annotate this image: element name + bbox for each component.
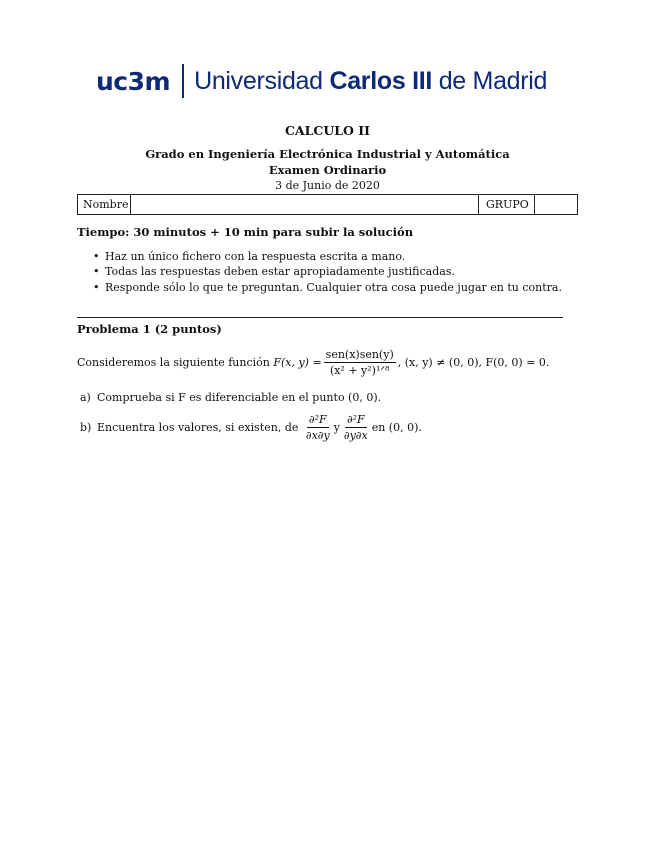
- connector-text: y: [333, 421, 340, 434]
- course-title: CALCULO II: [284, 123, 370, 138]
- question-tail: en (0, 0).: [371, 421, 422, 434]
- degree-name: Grado en Ingeniería Electrónica Industrial y Automática: [145, 147, 510, 161]
- logo-mark: uc3m: [96, 66, 171, 96]
- question-a: [80, 391, 381, 404]
- name-label: Nombre: [78, 195, 131, 214]
- group-label: GRUPO: [479, 195, 535, 214]
- problem-statement: [77, 348, 549, 377]
- function-lhs: F(x, y) =: [273, 356, 322, 369]
- function-condition: , (x, y) ≠ (0, 0), F(0, 0) = 0.: [397, 356, 550, 369]
- question-text: Comprueba si F es diferenciable en el punto (0, 0).: [97, 391, 382, 404]
- partial-derivative-yx: $\frac{\text{∂²F}}{\partial y\partial x}$: [343, 413, 368, 442]
- question-label: a): [80, 391, 91, 404]
- list-item: • Responde sólo lo que te preguntan. Cualquier otra cosa puede jugar en tu contra.: [93, 280, 562, 295]
- problem-intro: Consideremos la siguiente función: [77, 356, 270, 369]
- partial-derivative-xy: $\frac{\text{∂²F}}{\partial x\partial y}$: [305, 413, 330, 442]
- problem-title: Problema 1 (2 puntos): [77, 322, 222, 336]
- group-field[interactable]: [535, 195, 577, 214]
- list-item: • Todas las respuestas deben estar apropiadamente justificadas.: [93, 264, 562, 279]
- section-divider: [77, 317, 563, 318]
- instructions-list: [93, 249, 562, 295]
- logo-text: Universidad Carlos III de Madrid: [194, 66, 548, 95]
- question-label: b): [80, 421, 92, 434]
- fraction-denominator: (x² + y²)¹ᐟ⁸: [329, 364, 390, 377]
- question-text: Encuentra los valores, si existen, de: [97, 421, 299, 434]
- function-fraction: [324, 348, 396, 377]
- logo-divider: [182, 64, 184, 98]
- university-logo: [96, 62, 547, 100]
- list-item: • Haz un único fichero con la respuesta escrita a mano.: [93, 249, 562, 264]
- student-id-table: [77, 194, 578, 215]
- fraction-numerator: sen(x)sen(y): [325, 348, 394, 361]
- exam-date: 3 de Junio de 2020: [275, 179, 380, 192]
- question-b: [80, 413, 422, 442]
- exam-type: Examen Ordinario: [268, 163, 387, 177]
- time-limit: Tiempo: 30 minutos + 10 min para subir la solución: [77, 225, 414, 239]
- name-field[interactable]: [131, 195, 479, 214]
